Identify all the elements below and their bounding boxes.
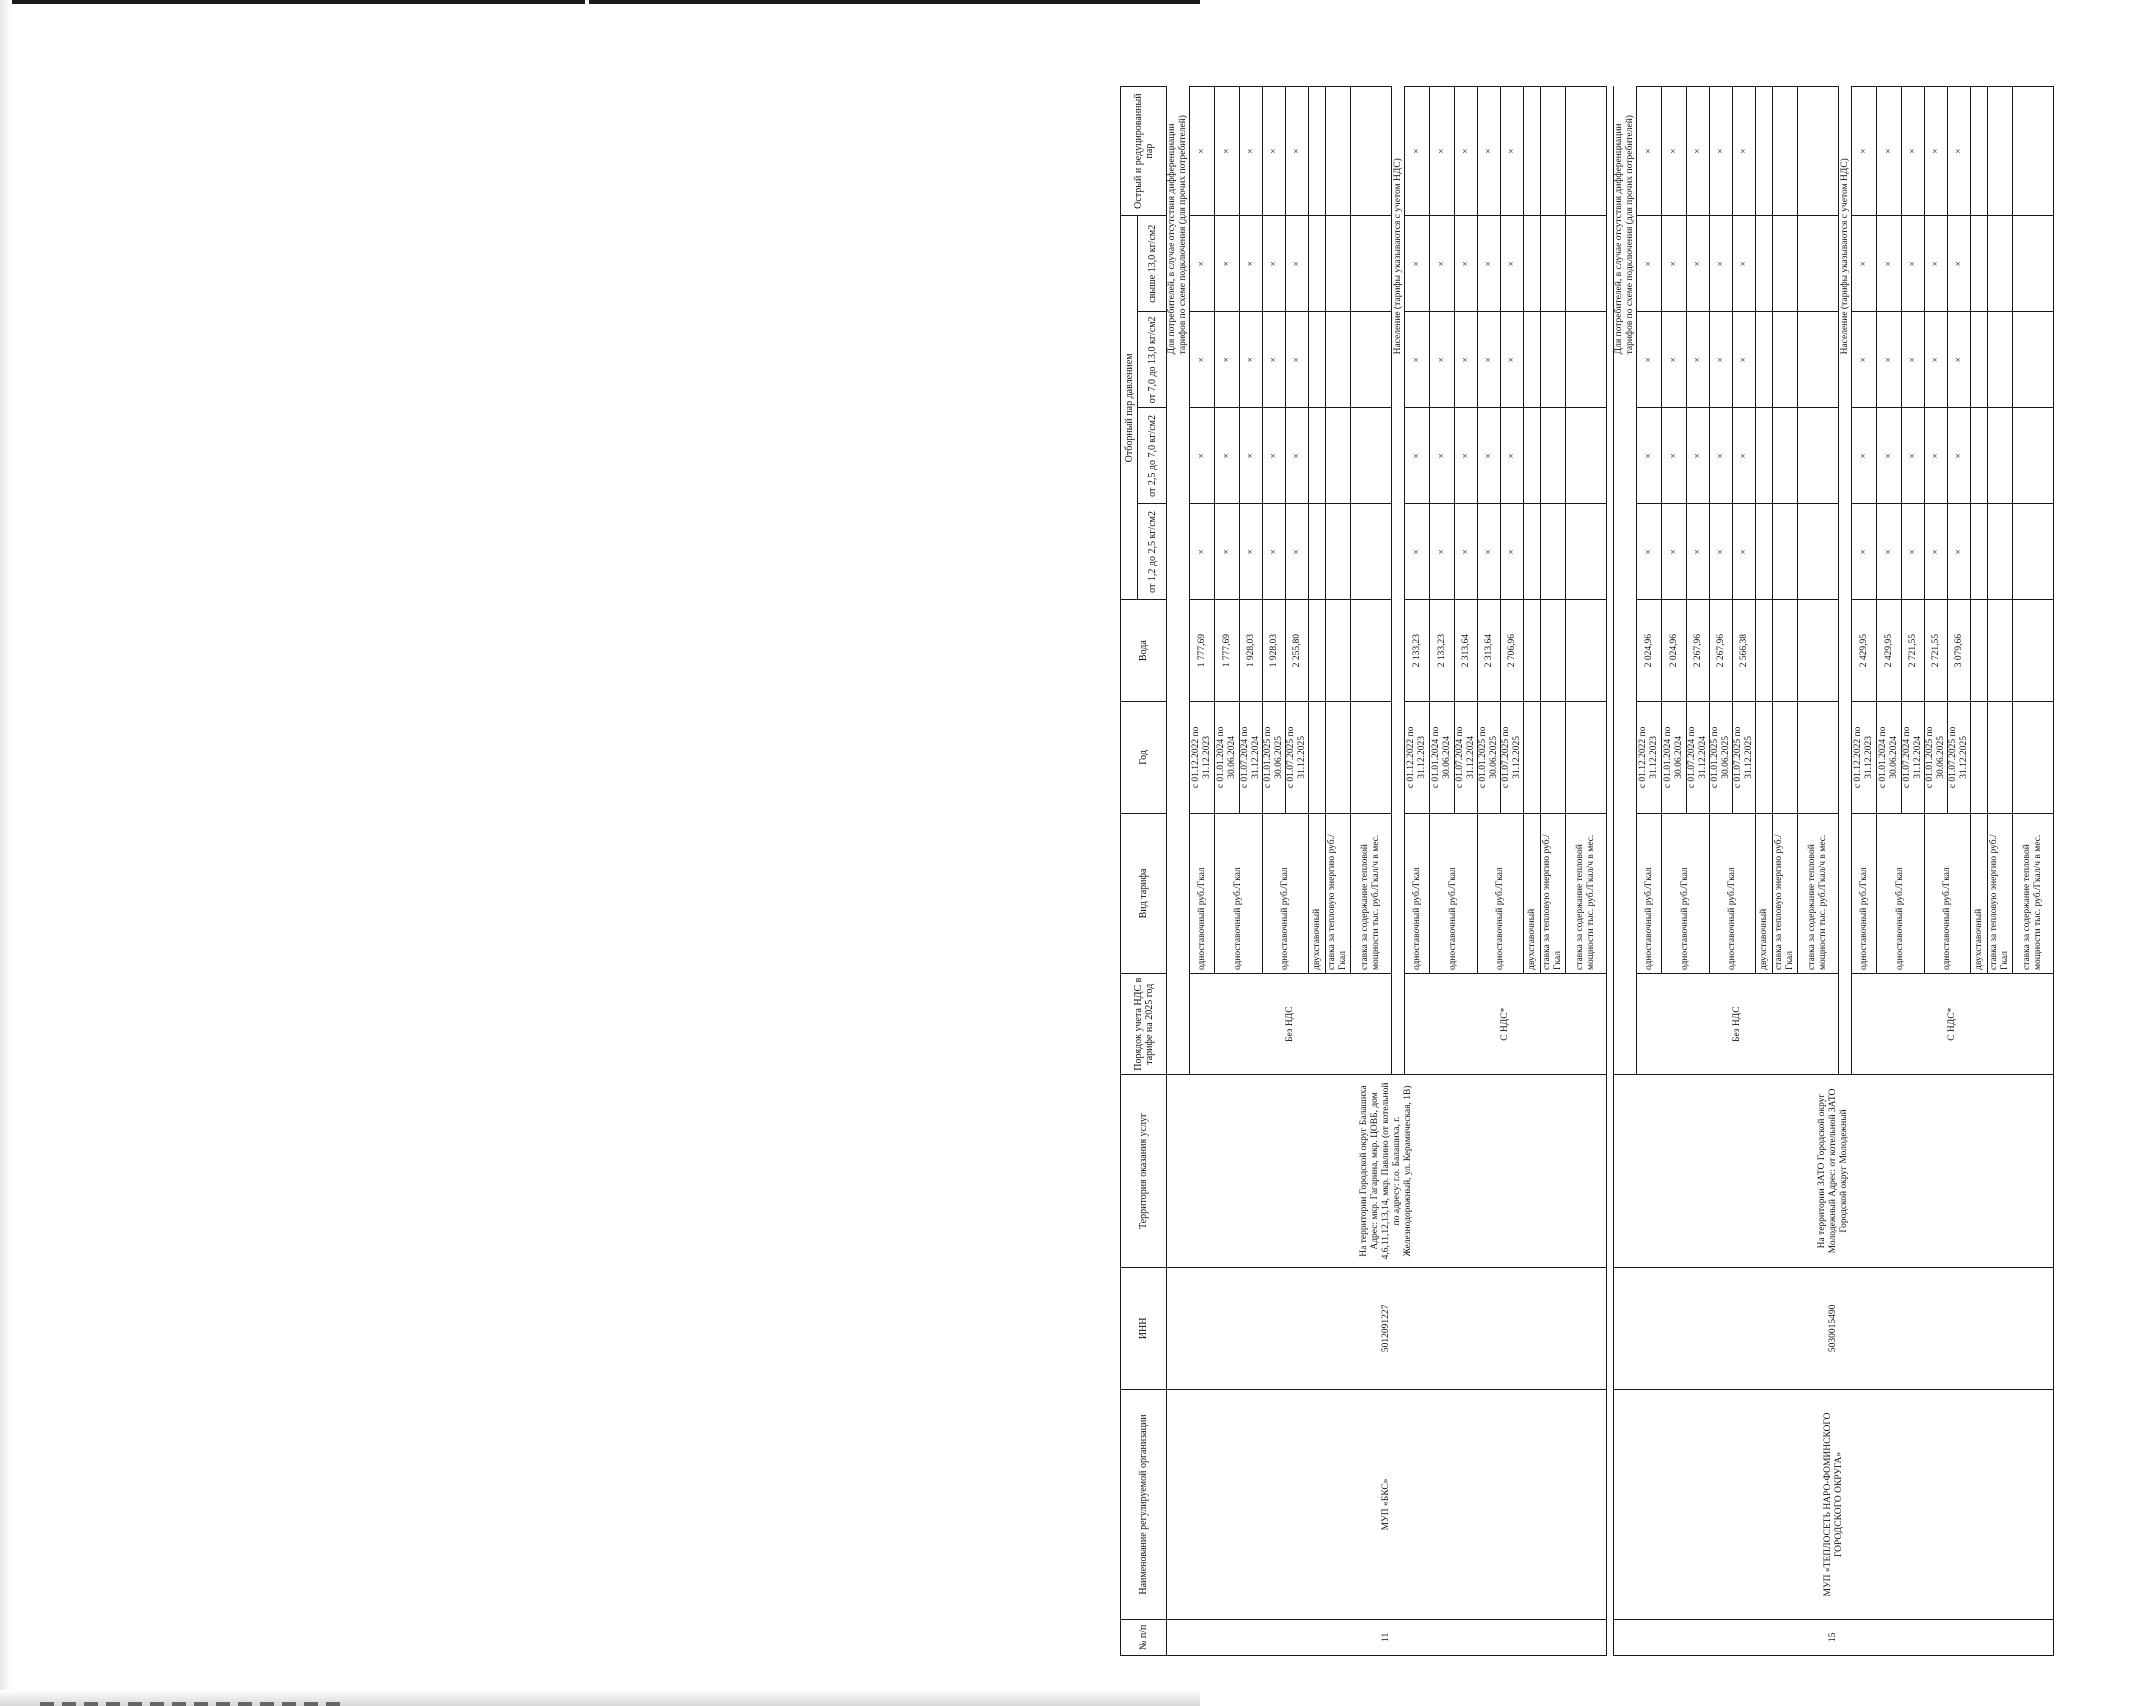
x-mark: ×	[1405, 216, 1430, 312]
empty-cell	[2013, 216, 2054, 312]
tariff-type: ставка за тепловую энергию руб./Гкал	[1541, 813, 1566, 973]
tariff-type: двухставочный	[1756, 813, 1773, 973]
empty-cell	[1971, 504, 1988, 600]
empty-cell	[1971, 312, 1988, 408]
x-mark: ×	[1687, 312, 1710, 408]
empty-cell	[1988, 87, 2013, 216]
x-mark: ×	[1852, 87, 1877, 216]
band-label: Для потребителей, в случае отсутствия дифференциации тарифов по схеме подключения (для прочих потребителей)	[1167, 87, 1190, 1075]
x-mark: ×	[1286, 87, 1309, 216]
x-mark: ×	[1478, 87, 1501, 216]
x-mark: ×	[1501, 312, 1524, 408]
empty-cell	[2013, 312, 2054, 408]
x-mark: ×	[1455, 504, 1478, 600]
tariff-type: одноставочный руб./Гкал	[1710, 813, 1756, 973]
scan-left-shadow	[0, 0, 12, 1706]
tariff-type: одноставочный руб./Гкал	[1405, 813, 1430, 973]
tariff-type: одноставочный руб./Гкал	[1637, 813, 1662, 973]
x-mark: ×	[1637, 87, 1662, 216]
period-cell	[1988, 701, 2013, 813]
tariff-type: одноставочный руб./Гкал	[1662, 813, 1710, 973]
col-steam-4-header: свыше 13,0 кг/см2	[1138, 216, 1167, 312]
x-mark: ×	[1902, 408, 1925, 504]
x-mark: ×	[1662, 87, 1687, 216]
water-value: 2 721,55	[1902, 600, 1925, 701]
water-cell	[1524, 600, 1541, 701]
x-mark: ×	[1215, 216, 1240, 312]
org-name: МУП «ТЕПЛОСЕТЬ НАРО-ФОМИНСКОГО ГОРОДСКОГО ОКРУГА»	[1614, 1390, 2054, 1619]
x-mark: ×	[1190, 312, 1215, 408]
x-mark: ×	[1215, 408, 1240, 504]
x-mark: ×	[1286, 312, 1309, 408]
x-mark: ×	[1710, 408, 1733, 504]
water-value: 2 133,23	[1430, 600, 1455, 701]
x-mark: ×	[1405, 408, 1430, 504]
x-mark: ×	[1478, 504, 1501, 600]
x-mark: ×	[1190, 87, 1215, 216]
tariff-type: двухставочный	[1524, 813, 1541, 973]
x-mark: ×	[1501, 408, 1524, 504]
x-mark: ×	[1455, 408, 1478, 504]
period-cell: с 01.01.2025 по 30.06.2025	[1925, 701, 1948, 813]
period-cell: с 01.07.2025 по 31.12.2025	[1286, 701, 1309, 813]
x-mark: ×	[1710, 87, 1733, 216]
period-cell: с 01.01.2025 по 30.06.2025	[1710, 701, 1733, 813]
x-mark: ×	[1925, 408, 1948, 504]
x-mark: ×	[1478, 408, 1501, 504]
water-cell	[1756, 600, 1773, 701]
x-mark: ×	[1902, 87, 1925, 216]
col-org-header: Наименование регулируемой организации	[1121, 1390, 1167, 1619]
water-value: 2 024,96	[1662, 600, 1687, 701]
period-cell: с 01.12.2022 по 31.12.2023	[1852, 701, 1877, 813]
x-mark: ×	[1877, 216, 1902, 312]
empty-cell	[1541, 312, 1566, 408]
x-mark: ×	[1662, 408, 1687, 504]
empty-cell	[1971, 216, 1988, 312]
empty-cell	[1773, 312, 1798, 408]
tariff-type: ставка за содержание тепловой мощности тыс. руб./Гкал/ч в мес.	[2013, 813, 2054, 973]
empty-cell	[1988, 408, 2013, 504]
empty-cell	[1756, 504, 1773, 600]
empty-cell	[1541, 216, 1566, 312]
org-inn: 5012091227	[1167, 1267, 1607, 1390]
x-mark: ×	[1405, 87, 1430, 216]
col-vat-header: Порядок учета НДС в тарифе на 2025 год	[1121, 974, 1167, 1075]
tariff-type: двухставочный	[1309, 813, 1326, 973]
x-mark: ×	[1902, 504, 1925, 600]
x-mark: ×	[1852, 504, 1877, 600]
water-cell	[1971, 600, 1988, 701]
empty-cell	[1566, 504, 1607, 600]
x-mark: ×	[1286, 408, 1309, 504]
x-mark: ×	[1501, 216, 1524, 312]
empty-cell	[1351, 504, 1392, 600]
period-cell: с 01.12.2022 по 31.12.2023	[1190, 701, 1215, 813]
band-row	[1614, 87, 1637, 1656]
x-mark: ×	[1286, 504, 1309, 600]
water-value: 1 777,69	[1215, 600, 1240, 701]
empty-cell	[1524, 87, 1541, 216]
period-cell: с 01.01.2025 по 30.06.2025	[1478, 701, 1501, 813]
x-mark: ×	[1877, 312, 1902, 408]
col-steam-1-header: от 1,2 до 2,5 кг/см2	[1138, 504, 1167, 600]
x-mark: ×	[1263, 312, 1286, 408]
empty-cell	[1798, 408, 1839, 504]
x-mark: ×	[1240, 216, 1263, 312]
period-cell: с 01.07.2024 по 31.12.2024	[1455, 701, 1478, 813]
empty-cell	[1541, 504, 1566, 600]
tariff-type: двухставочный	[1971, 813, 1988, 973]
period-cell	[1773, 701, 1798, 813]
empty-cell	[1756, 87, 1773, 216]
x-mark: ×	[1687, 408, 1710, 504]
water-value: 2 429,95	[1852, 600, 1877, 701]
empty-cell	[1351, 216, 1392, 312]
spacer-cell	[1607, 87, 1614, 1656]
water-value: 2 024,96	[1637, 600, 1662, 701]
tariff-type: одноставочный руб./Гкал	[1925, 813, 1971, 973]
period-cell: с 01.12.2022 по 31.12.2023	[1405, 701, 1430, 813]
empty-cell	[1524, 504, 1541, 600]
water-cell	[1566, 600, 1607, 701]
x-mark: ×	[1430, 216, 1455, 312]
x-mark: ×	[1215, 312, 1240, 408]
org-number: 11	[1167, 1619, 1607, 1655]
band-label: Население (тарифы указываются с учетом НДС)	[1392, 87, 1405, 1075]
empty-cell	[1798, 312, 1839, 408]
period-cell: с 01.07.2025 по 31.12.2025	[1948, 701, 1971, 813]
x-mark: ×	[1852, 312, 1877, 408]
empty-cell	[1988, 312, 2013, 408]
x-mark: ×	[1710, 312, 1733, 408]
tariff-type: ставка за тепловую энергию руб./Гкал	[1326, 813, 1351, 973]
col-sharp-steam-header: Острый и редуцированный пар	[1121, 87, 1167, 216]
tariff-type: одноставочный руб./Гкал	[1430, 813, 1478, 973]
empty-cell	[1541, 87, 1566, 216]
x-mark: ×	[1948, 216, 1971, 312]
x-mark: ×	[1240, 504, 1263, 600]
x-mark: ×	[1902, 312, 1925, 408]
rotated-tariff-sheet	[1120, 86, 2150, 1656]
x-mark: ×	[1240, 408, 1263, 504]
x-mark: ×	[1430, 408, 1455, 504]
x-mark: ×	[1687, 504, 1710, 600]
x-mark: ×	[1852, 408, 1877, 504]
x-mark: ×	[1710, 504, 1733, 600]
empty-cell	[1541, 408, 1566, 504]
section-spacer	[1607, 87, 1614, 1656]
empty-cell	[1773, 87, 1798, 216]
x-mark: ×	[1263, 408, 1286, 504]
period-cell: с 01.12.2022 по 31.12.2023	[1637, 701, 1662, 813]
x-mark: ×	[1478, 216, 1501, 312]
x-mark: ×	[1430, 312, 1455, 408]
period-cell	[1798, 701, 1839, 813]
col-inn-header: ИНН	[1121, 1267, 1167, 1390]
band-row	[1167, 87, 1190, 1656]
x-mark: ×	[1190, 408, 1215, 504]
empty-cell	[1798, 504, 1839, 600]
empty-cell	[1309, 408, 1326, 504]
empty-cell	[1326, 216, 1351, 312]
water-cell	[1798, 600, 1839, 701]
x-mark: ×	[1925, 504, 1948, 600]
water-cell	[1309, 600, 1326, 701]
x-mark: ×	[1948, 408, 1971, 504]
water-value: 1 777,69	[1190, 600, 1215, 701]
empty-cell	[1988, 504, 2013, 600]
x-mark: ×	[1263, 87, 1286, 216]
x-mark: ×	[1662, 216, 1687, 312]
empty-cell	[1524, 216, 1541, 312]
x-mark: ×	[1263, 504, 1286, 600]
water-cell	[1988, 600, 2013, 701]
x-mark: ×	[1662, 312, 1687, 408]
empty-cell	[2013, 408, 2054, 504]
water-cell	[1326, 600, 1351, 701]
vat-order: Без НДС	[1190, 974, 1392, 1075]
empty-cell	[1309, 312, 1326, 408]
tariff-type: ставка за тепловую энергию руб./Гкал	[1988, 813, 2013, 973]
period-cell	[1756, 701, 1773, 813]
water-cell	[2013, 600, 2054, 701]
col-water-header: Вода	[1121, 600, 1167, 701]
empty-cell	[1756, 408, 1773, 504]
empty-cell	[1773, 216, 1798, 312]
x-mark: ×	[1733, 216, 1756, 312]
vat-order: С НДС*	[1405, 974, 1607, 1075]
empty-cell	[1524, 312, 1541, 408]
org-name: МУП «БКС»	[1167, 1390, 1607, 1619]
x-mark: ×	[1190, 216, 1215, 312]
water-value: 2 267,96	[1710, 600, 1733, 701]
period-cell	[1971, 701, 1988, 813]
water-value: 2 267,96	[1687, 600, 1710, 701]
x-mark: ×	[1405, 504, 1430, 600]
x-mark: ×	[1215, 87, 1240, 216]
period-cell	[2013, 701, 2054, 813]
tariff-type: одноставочный руб./Гкал	[1215, 813, 1263, 973]
empty-cell	[1309, 87, 1326, 216]
water-value: 2 255,80	[1286, 600, 1309, 701]
empty-cell	[1971, 87, 1988, 216]
x-mark: ×	[1925, 87, 1948, 216]
x-mark: ×	[1637, 312, 1662, 408]
tariff-type: одноставочный руб./Гкал	[1852, 813, 1877, 973]
col-steam-group-header: Отборный пар давлением	[1121, 216, 1138, 600]
x-mark: ×	[1455, 87, 1478, 216]
water-value: 2 429,95	[1877, 600, 1902, 701]
empty-cell	[1566, 408, 1607, 504]
x-mark: ×	[1190, 504, 1215, 600]
col-steam-3-header: от 7,0 до 13,0 кг/см2	[1138, 312, 1167, 408]
water-value: 1 928,03	[1263, 600, 1286, 701]
x-mark: ×	[1877, 408, 1902, 504]
tariff-type: одноставочный руб./Гкал	[1478, 813, 1524, 973]
x-mark: ×	[1733, 408, 1756, 504]
tariff-type: ставка за содержание тепловой мощности тыс. руб./Гкал/ч в мес.	[1351, 813, 1392, 973]
scan-top-edge	[0, 0, 1200, 4]
empty-cell	[2013, 504, 2054, 600]
col-steam-2-header: от 2,5 до 7,0 кг/см2	[1138, 408, 1167, 504]
period-cell: с 01.07.2024 по 31.12.2024	[1240, 701, 1263, 813]
band-label: Население (тарифы указываются с учетом НДС)	[1839, 87, 1852, 1075]
x-mark: ×	[1662, 504, 1687, 600]
x-mark: ×	[1455, 216, 1478, 312]
water-value: 2 706,96	[1501, 600, 1524, 701]
x-mark: ×	[1405, 312, 1430, 408]
empty-cell	[1351, 87, 1392, 216]
org-territory: На территории ЗАТО Городской округ Молодежный Адрес: от котельной ЗАТО Городской округ Молодежный	[1614, 1075, 2054, 1267]
period-cell	[1351, 701, 1392, 813]
empty-cell	[1756, 216, 1773, 312]
empty-cell	[1756, 312, 1773, 408]
x-mark: ×	[1286, 216, 1309, 312]
vat-order: С НДС*	[1852, 974, 2054, 1075]
x-mark: ×	[1733, 87, 1756, 216]
x-mark: ×	[1733, 504, 1756, 600]
x-mark: ×	[1478, 312, 1501, 408]
empty-cell	[1566, 216, 1607, 312]
col-num-header: № п/п	[1121, 1619, 1167, 1655]
x-mark: ×	[1501, 87, 1524, 216]
x-mark: ×	[1430, 87, 1455, 216]
empty-cell	[1326, 312, 1351, 408]
org-inn: 5030015490	[1614, 1267, 2054, 1390]
water-value: 2 721,55	[1925, 600, 1948, 701]
empty-cell	[1798, 87, 1839, 216]
x-mark: ×	[1687, 87, 1710, 216]
empty-cell	[2013, 87, 2054, 216]
period-cell: с 01.01.2024 по 30.06.2024	[1662, 701, 1687, 813]
water-cell	[1773, 600, 1798, 701]
org-number: 15	[1614, 1619, 2054, 1655]
empty-cell	[1309, 216, 1326, 312]
tariff-type: одноставочный руб./Гкал	[1263, 813, 1309, 973]
period-cell: с 01.01.2024 по 30.06.2024	[1215, 701, 1240, 813]
col-tariff-type-header: Вид тарифа	[1121, 813, 1167, 973]
empty-cell	[1326, 408, 1351, 504]
tariff-type: одноставочный руб./Гкал	[1877, 813, 1925, 973]
period-cell: с 01.07.2025 по 31.12.2025	[1733, 701, 1756, 813]
tariff-table	[1120, 86, 2054, 1656]
empty-cell	[1971, 408, 1988, 504]
water-value: 1 928,03	[1240, 600, 1263, 701]
period-cell	[1326, 701, 1351, 813]
period-cell: с 01.07.2024 по 31.12.2024	[1687, 701, 1710, 813]
x-mark: ×	[1877, 87, 1902, 216]
x-mark: ×	[1902, 216, 1925, 312]
empty-cell	[1326, 87, 1351, 216]
empty-cell	[1351, 408, 1392, 504]
x-mark: ×	[1687, 216, 1710, 312]
x-mark: ×	[1263, 216, 1286, 312]
tariff-type: ставка за содержание тепловой мощности тыс. руб./Гкал/ч в мес.	[1566, 813, 1607, 973]
x-mark: ×	[1925, 216, 1948, 312]
period-cell: с 01.01.2024 по 30.06.2024	[1430, 701, 1455, 813]
water-value: 2 313,64	[1455, 600, 1478, 701]
water-value: 2 566,38	[1733, 600, 1756, 701]
x-mark: ×	[1430, 504, 1455, 600]
org-territory: На территории Городской округ Балашиха Адрес: мкр. Гагарина, мкр. ЦОВБ, дом 4,6,11,12,13,14, мкр. Павлино (от котельной по адресу: г.о. Балашиха, г. Железнодорожный, ул. Керамическая, 1В)	[1167, 1075, 1607, 1267]
period-cell	[1524, 701, 1541, 813]
empty-cell	[1524, 408, 1541, 504]
period-cell: с 01.07.2025 по 31.12.2025	[1501, 701, 1524, 813]
empty-cell	[1773, 408, 1798, 504]
x-mark: ×	[1948, 87, 1971, 216]
col-territory-header: Территория оказания услуг	[1121, 1075, 1167, 1267]
x-mark: ×	[1240, 87, 1263, 216]
water-cell	[1351, 600, 1392, 701]
water-value: 2 313,64	[1478, 600, 1501, 701]
water-cell	[1541, 600, 1566, 701]
water-value: 3 079,66	[1948, 600, 1971, 701]
x-mark: ×	[1710, 216, 1733, 312]
tariff-type: одноставочный руб./Гкал	[1190, 813, 1215, 973]
vat-order: Без НДС	[1637, 974, 1839, 1075]
x-mark: ×	[1501, 504, 1524, 600]
x-mark: ×	[1637, 504, 1662, 600]
col-year-header: Год	[1121, 701, 1167, 813]
empty-cell	[1309, 504, 1326, 600]
water-value: 2 133,23	[1405, 600, 1430, 701]
x-mark: ×	[1877, 504, 1902, 600]
x-mark: ×	[1215, 504, 1240, 600]
x-mark: ×	[1637, 408, 1662, 504]
period-cell: с 01.01.2024 по 30.06.2024	[1877, 701, 1902, 813]
x-mark: ×	[1852, 216, 1877, 312]
empty-cell	[1566, 87, 1607, 216]
x-mark: ×	[1925, 312, 1948, 408]
empty-cell	[1798, 216, 1839, 312]
empty-cell	[1351, 312, 1392, 408]
x-mark: ×	[1240, 312, 1263, 408]
x-mark: ×	[1455, 312, 1478, 408]
empty-cell	[1566, 312, 1607, 408]
empty-cell	[1773, 504, 1798, 600]
empty-cell	[1326, 504, 1351, 600]
x-mark: ×	[1948, 504, 1971, 600]
empty-cell	[1988, 216, 2013, 312]
tariff-type: ставка за содержание тепловой мощности тыс. руб./Гкал/ч в мес.	[1798, 813, 1839, 973]
x-mark: ×	[1948, 312, 1971, 408]
period-cell: с 01.01.2025 по 30.06.2025	[1263, 701, 1286, 813]
period-cell	[1541, 701, 1566, 813]
band-label: Для потребителей, в случае отсутствия дифференциации тарифов по схеме подключения (для прочих потребителей)	[1614, 87, 1637, 1075]
period-cell: с 01.07.2024 по 31.12.2024	[1902, 701, 1925, 813]
x-mark: ×	[1637, 216, 1662, 312]
period-cell	[1566, 701, 1607, 813]
x-mark: ×	[1733, 312, 1756, 408]
period-cell	[1309, 701, 1326, 813]
tariff-type: ставка за тепловую энергию руб./Гкал	[1773, 813, 1798, 973]
scan-bottom-shadow	[0, 1690, 1200, 1706]
